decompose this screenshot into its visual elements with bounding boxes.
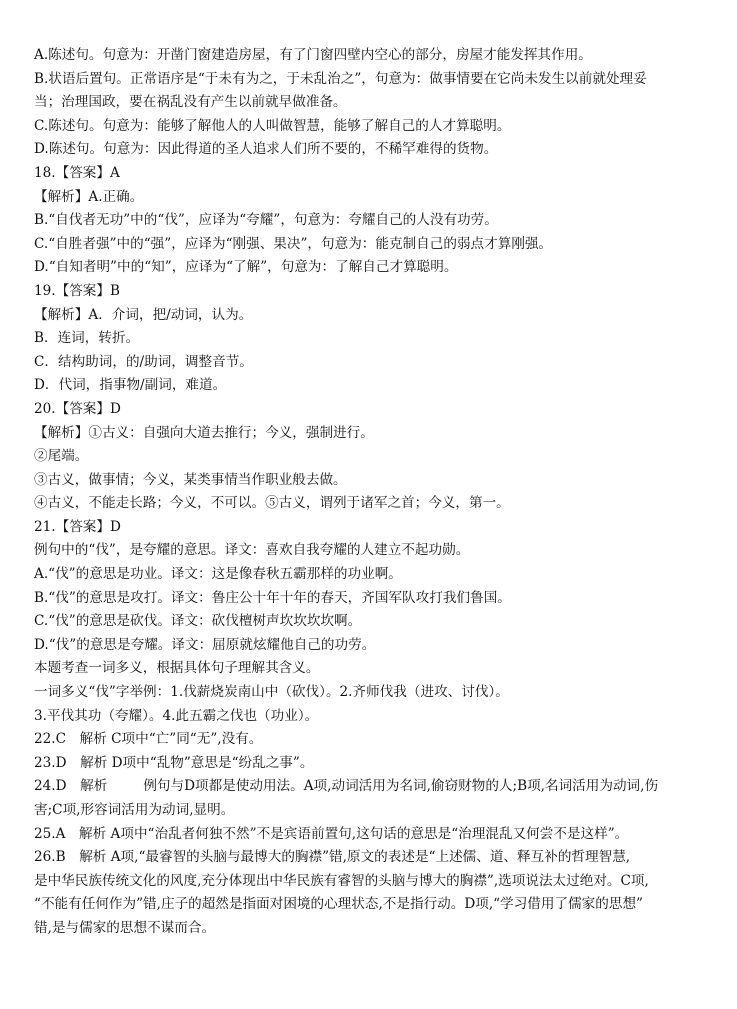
text-line: C．结构助词，的/助词，调整音节。 [34,353,253,370]
text-line: 一词多义“伐”字举例：1.伐薪烧炭南山中（砍伐）。2.齐师伐我（进攻、讨伐）。 [34,684,509,701]
text-line: 害;C项,形容词活用为动词,显明。 [34,802,235,818]
text-line: B．连词，转折。 [34,330,140,347]
answer-heading-18: 18.【答案】A [34,164,120,181]
answer-24-text: 例句与D项都是使动用法。A项,动词活用为名词,偷窃财物的人;B项,名词活用为动词,伤 [143,778,659,795]
text-line: “不能有任何作为”错,庄子的超然是指面对困境的心理状态,不是指行动。D项,“学习借用了儒家的思想” [34,896,644,913]
text-line: 【解析】A.正确。 [34,188,144,205]
document-page [34,44,714,941]
answer-24 [34,775,714,799]
text-line: 当；治理国政，要在祸乱没有产生以前就早做准备。 [34,94,347,111]
text-line: C.陈述句。句意为：能够了解他人的人叫做智慧，能够了解自己的人才算聪明。 [34,117,511,134]
text-line: ④古义，不能走长路；今义，不可以。⑤古义，谓列于诸军之首；今义，第一。 [34,495,510,512]
text-line: B.状语后置句。正常语序是“于未有为之，于未乱治之”，句意为：做事情要在它尚未发生以前就处理妥 [34,70,647,87]
answer-24-prefix: 24.D 解析 [34,778,108,795]
text-line: A.陈述句。句意为：开凿门窗建造房屋，有了门窗四壁内空心的部分，房屋才能发挥其作用。 [34,47,592,63]
text-line: D.陈述句。句意为：因此得道的圣人追求人们所不要的，不稀罕难得的货物。 [34,141,498,158]
text-line: A.“伐”的意思是功业。译文：这是像春秋五霸那样的功业啊。 [34,566,402,583]
answer-heading-20: 20.【答案】D [34,400,121,417]
text-line: B.“自伐者无功”中的“伐”，应译为“夸耀”，句意为：夸耀自己的人没有功劳。 [34,212,498,229]
answer-heading-19: 19.【答案】B [34,282,120,299]
text-line: ③古义，做事情；今义，某类事情当作职业般去做。 [34,471,347,488]
text-line: 本题考查一词多义，根据具体句子理解其含义。 [34,660,320,677]
text-line: 是中华民族传统文化的风度,充分体现出中华民族有睿智的头脑与博大的胸襟”,选项说法太过绝对。C项, [34,872,649,889]
answer-23: 23.D 解析 D项中“乱物”意思是“纷乱之事”。 [34,754,314,771]
text-line: 例句中的“伐”，是夸耀的意思。译文：喜欢自我夸耀的人建立不起功勋。 [34,542,470,559]
answer-25: 25.A 解析 A项中“治乱者何独不然”不是宾语前置句,这句话的意思是“治理混乱又何尝不是这样”。 [34,825,629,842]
text-line: 错,是与儒家的思想不谋而合。 [34,919,216,936]
answer-heading-21: 21.【答案】D [34,518,121,535]
answer-26: 26.B 解析 A项,“最睿智的头脑与最博大的胸襟”错,原文的表述是“上述儒、道、释互补的哲理智慧, [34,849,631,866]
text-line: D.“伐”的意思是夸耀。译文：屈原就炫耀他自己的功劳。 [34,636,376,653]
text-line: 【解析】A．介词，把/动词，认为。 [34,306,253,323]
text-line: C.“自胜者强”中的“强”，应译为“刚强、果决”，句意为：能克制自己的弱点才算刚强。 [34,235,553,252]
text-line: ②尾端。 [34,448,89,465]
text-line: D.“自知者明”中的“知”，应译为“了解”，句意为：了解自己才算聪明。 [34,259,458,276]
text-line: D．代词，指事物/副词，难道。 [34,377,227,394]
text-line: B.“伐”的意思是攻打。译文：鲁庄公十年十年的春天，齐国军队攻打我们鲁国。 [34,589,511,606]
text-line: C.“伐”的意思是砍伐。译文：砍伐檀树声坎坎坎坎啊。 [34,613,362,630]
answer-22: 22.C 解析 C项中“亡”同“无”,没有。 [34,731,263,748]
text-line: 【解析】①古义：自强向大道去推行；今义，强制进行。 [34,424,374,441]
text-line: 3.平伐其功（夸耀）。4.此五霸之伐也（功业）。 [34,707,319,724]
